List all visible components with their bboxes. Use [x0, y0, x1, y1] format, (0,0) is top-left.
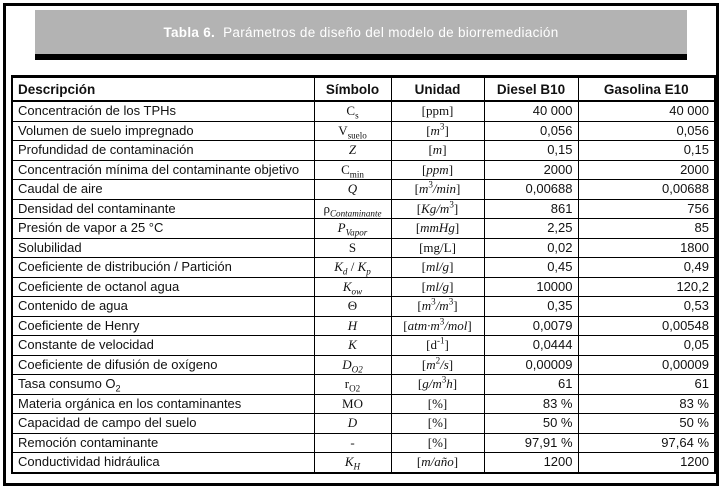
cell-simbolo: $C_{min}$ — [314, 160, 391, 180]
cell-descripcion: Contenido de agua — [12, 297, 314, 317]
cell-descripcion: Presión de vapor a 25 °C — [12, 219, 314, 239]
cell-simbolo: S — [314, 238, 391, 258]
table-row — [12, 336, 715, 356]
cell-descripcion: Materia orgánica en los contaminantes — [12, 394, 314, 414]
cell-diesel-b10: 2000 — [484, 160, 578, 180]
cell-unidad: $[m^3]$ — [391, 121, 484, 141]
cell-unidad: [ppm] — [391, 160, 484, 180]
parameters-table — [11, 75, 716, 474]
cell-diesel-b10: 0,0444 — [484, 336, 578, 356]
cell-gasolina-e10: 0,056 — [578, 121, 715, 141]
col-header-descripcion: Descripción — [12, 77, 314, 102]
cell-unidad: [mmHg] — [391, 219, 484, 239]
cell-diesel-b10: 97,91 % — [484, 433, 578, 453]
cell-simbolo: $P_{Vapor}$ — [314, 219, 391, 239]
cell-gasolina-e10: 50 % — [578, 414, 715, 434]
cell-descripcion: Constante de velocidad — [12, 336, 314, 356]
cell-simbolo: $K_H$ — [314, 453, 391, 473]
cell-simbolo: $D_{O2}$ — [314, 355, 391, 375]
table-caption-title: Parámetros de diseño del modelo de biorremediación — [223, 24, 559, 40]
cell-unidad: $[g/m^3h]$ — [391, 375, 484, 395]
cell-descripcion: Coeficiente de difusión de oxígeno — [12, 355, 314, 375]
cell-gasolina-e10: 756 — [578, 199, 715, 219]
cell-descripcion: Concentración mínima del contaminante objetivo — [12, 160, 314, 180]
table-body — [12, 101, 715, 473]
cell-unidad: $[m^2/s]$ — [391, 355, 484, 375]
cell-descripcion: Solubilidad — [12, 238, 314, 258]
cell-simbolo: $V_{suelo}$ — [314, 121, 391, 141]
cell-gasolina-e10: 0,00548 — [578, 316, 715, 336]
cell-unidad: [%] — [391, 394, 484, 414]
cell-unidad: [mg/L] — [391, 238, 484, 258]
cell-simbolo: $K_{ow}$ — [314, 277, 391, 297]
cell-diesel-b10: 0,35 — [484, 297, 578, 317]
cell-gasolina-e10: 83 % — [578, 394, 715, 414]
cell-gasolina-e10: 0,00009 — [578, 355, 715, 375]
cell-simbolo: MO — [314, 394, 391, 414]
table-row — [12, 453, 715, 473]
cell-unidad: [ml/g] — [391, 258, 484, 278]
cell-simbolo: $K_d / K_p$ — [314, 258, 391, 278]
table-row — [12, 277, 715, 297]
cell-descripcion: Capacidad de campo del suelo — [12, 414, 314, 434]
cell-unidad: $[Kg/m^3]$ — [391, 199, 484, 219]
cell-unidad: [m] — [391, 141, 484, 161]
cell-simbolo: D — [314, 414, 391, 434]
table-row — [12, 414, 715, 434]
cell-simbolo: - — [314, 433, 391, 453]
table-row — [12, 219, 715, 239]
cell-simbolo: $\rho_{Contaminante}$ — [314, 199, 391, 219]
cell-descripcion: Profundidad de contaminación — [12, 141, 314, 161]
table-row — [12, 121, 715, 141]
table-row — [12, 375, 715, 395]
cell-simbolo: Z — [314, 141, 391, 161]
cell-gasolina-e10: 0,53 — [578, 297, 715, 317]
table-row — [12, 297, 715, 317]
cell-diesel-b10: 0,45 — [484, 258, 578, 278]
table-row — [12, 316, 715, 336]
cell-gasolina-e10: 120,2 — [578, 277, 715, 297]
cell-diesel-b10: 83 % — [484, 394, 578, 414]
cell-unidad: $[atm\cdot m^3/mol]$ — [391, 316, 484, 336]
banner-underline — [35, 54, 687, 60]
cell-diesel-b10: 40 000 — [484, 101, 578, 121]
cell-diesel-b10: 10000 — [484, 277, 578, 297]
cell-descripcion: Coeficiente de Henry — [12, 316, 314, 336]
table-row — [12, 258, 715, 278]
cell-unidad: $[d^{-1}]$ — [391, 336, 484, 356]
cell-descripcion: Coeficiente de octanol agua — [12, 277, 314, 297]
cell-diesel-b10: 0,15 — [484, 141, 578, 161]
cell-descripcion: Volumen de suelo impregnado — [12, 121, 314, 141]
cell-gasolina-e10: 0,00688 — [578, 180, 715, 200]
cell-diesel-b10: 861 — [484, 199, 578, 219]
cell-simbolo: $r_{O2}$ — [314, 375, 391, 395]
cell-descripcion: Remoción contaminante — [12, 433, 314, 453]
table-row — [12, 238, 715, 258]
table-row — [12, 394, 715, 414]
cell-gasolina-e10: 97,64 % — [578, 433, 715, 453]
cell-simbolo: $C_s$ — [314, 101, 391, 121]
cell-descripcion: Densidad del contaminante — [12, 199, 314, 219]
col-header-simbolo: Símbolo — [314, 77, 391, 102]
header-row — [12, 77, 715, 102]
cell-simbolo: H — [314, 316, 391, 336]
cell-gasolina-e10: 2000 — [578, 160, 715, 180]
cell-gasolina-e10: 61 — [578, 375, 715, 395]
cell-diesel-b10: 0,00009 — [484, 355, 578, 375]
cell-gasolina-e10: 1200 — [578, 453, 715, 473]
cell-diesel-b10: 0,056 — [484, 121, 578, 141]
table-row — [12, 101, 715, 121]
cell-unidad: [ppm] — [391, 101, 484, 121]
cell-gasolina-e10: 40 000 — [578, 101, 715, 121]
cell-diesel-b10: 0,00688 — [484, 180, 578, 200]
table-row — [12, 141, 715, 161]
cell-simbolo: Q — [314, 180, 391, 200]
cell-diesel-b10: 61 — [484, 375, 578, 395]
cell-gasolina-e10: 0,49 — [578, 258, 715, 278]
col-header-gasolina-e10: Gasolina E10 — [578, 77, 715, 102]
cell-unidad: [ml/g] — [391, 277, 484, 297]
table-row — [12, 160, 715, 180]
col-header-unidad: Unidad — [391, 77, 484, 102]
table-row — [12, 433, 715, 453]
table-caption-label: Tabla 6. — [163, 24, 216, 40]
table-caption-banner — [35, 10, 687, 54]
col-header-diesel-b10: Diesel B10 — [484, 77, 578, 102]
table-row — [12, 355, 715, 375]
cell-diesel-b10: 50 % — [484, 414, 578, 434]
table-row — [12, 180, 715, 200]
cell-diesel-b10: 2,25 — [484, 219, 578, 239]
cell-gasolina-e10: 0,05 — [578, 336, 715, 356]
cell-descripcion: Tasa consumo $O_2$ — [12, 375, 314, 395]
cell-gasolina-e10: 85 — [578, 219, 715, 239]
cell-gasolina-e10: 0,15 — [578, 141, 715, 161]
cell-unidad: [%] — [391, 433, 484, 453]
cell-unidad: [%] — [391, 414, 484, 434]
cell-diesel-b10: 0,0079 — [484, 316, 578, 336]
cell-unidad: [m/año] — [391, 453, 484, 473]
cell-simbolo: Θ — [314, 297, 391, 317]
cell-gasolina-e10: 1800 — [578, 238, 715, 258]
cell-descripcion: Caudal de aire — [12, 180, 314, 200]
cell-simbolo: K — [314, 336, 391, 356]
cell-descripcion: Coeficiente de distribución / Partición — [12, 258, 314, 278]
cell-descripcion: Conductividad hidráulica — [12, 453, 314, 473]
table-row — [12, 199, 715, 219]
cell-unidad: $[m^3/m^3]$ — [391, 297, 484, 317]
cell-unidad: $[m^3/\min]$ — [391, 180, 484, 200]
cell-diesel-b10: 0,02 — [484, 238, 578, 258]
cell-descripcion: Concentración de los TPHs — [12, 101, 314, 121]
cell-diesel-b10: 1200 — [484, 453, 578, 473]
